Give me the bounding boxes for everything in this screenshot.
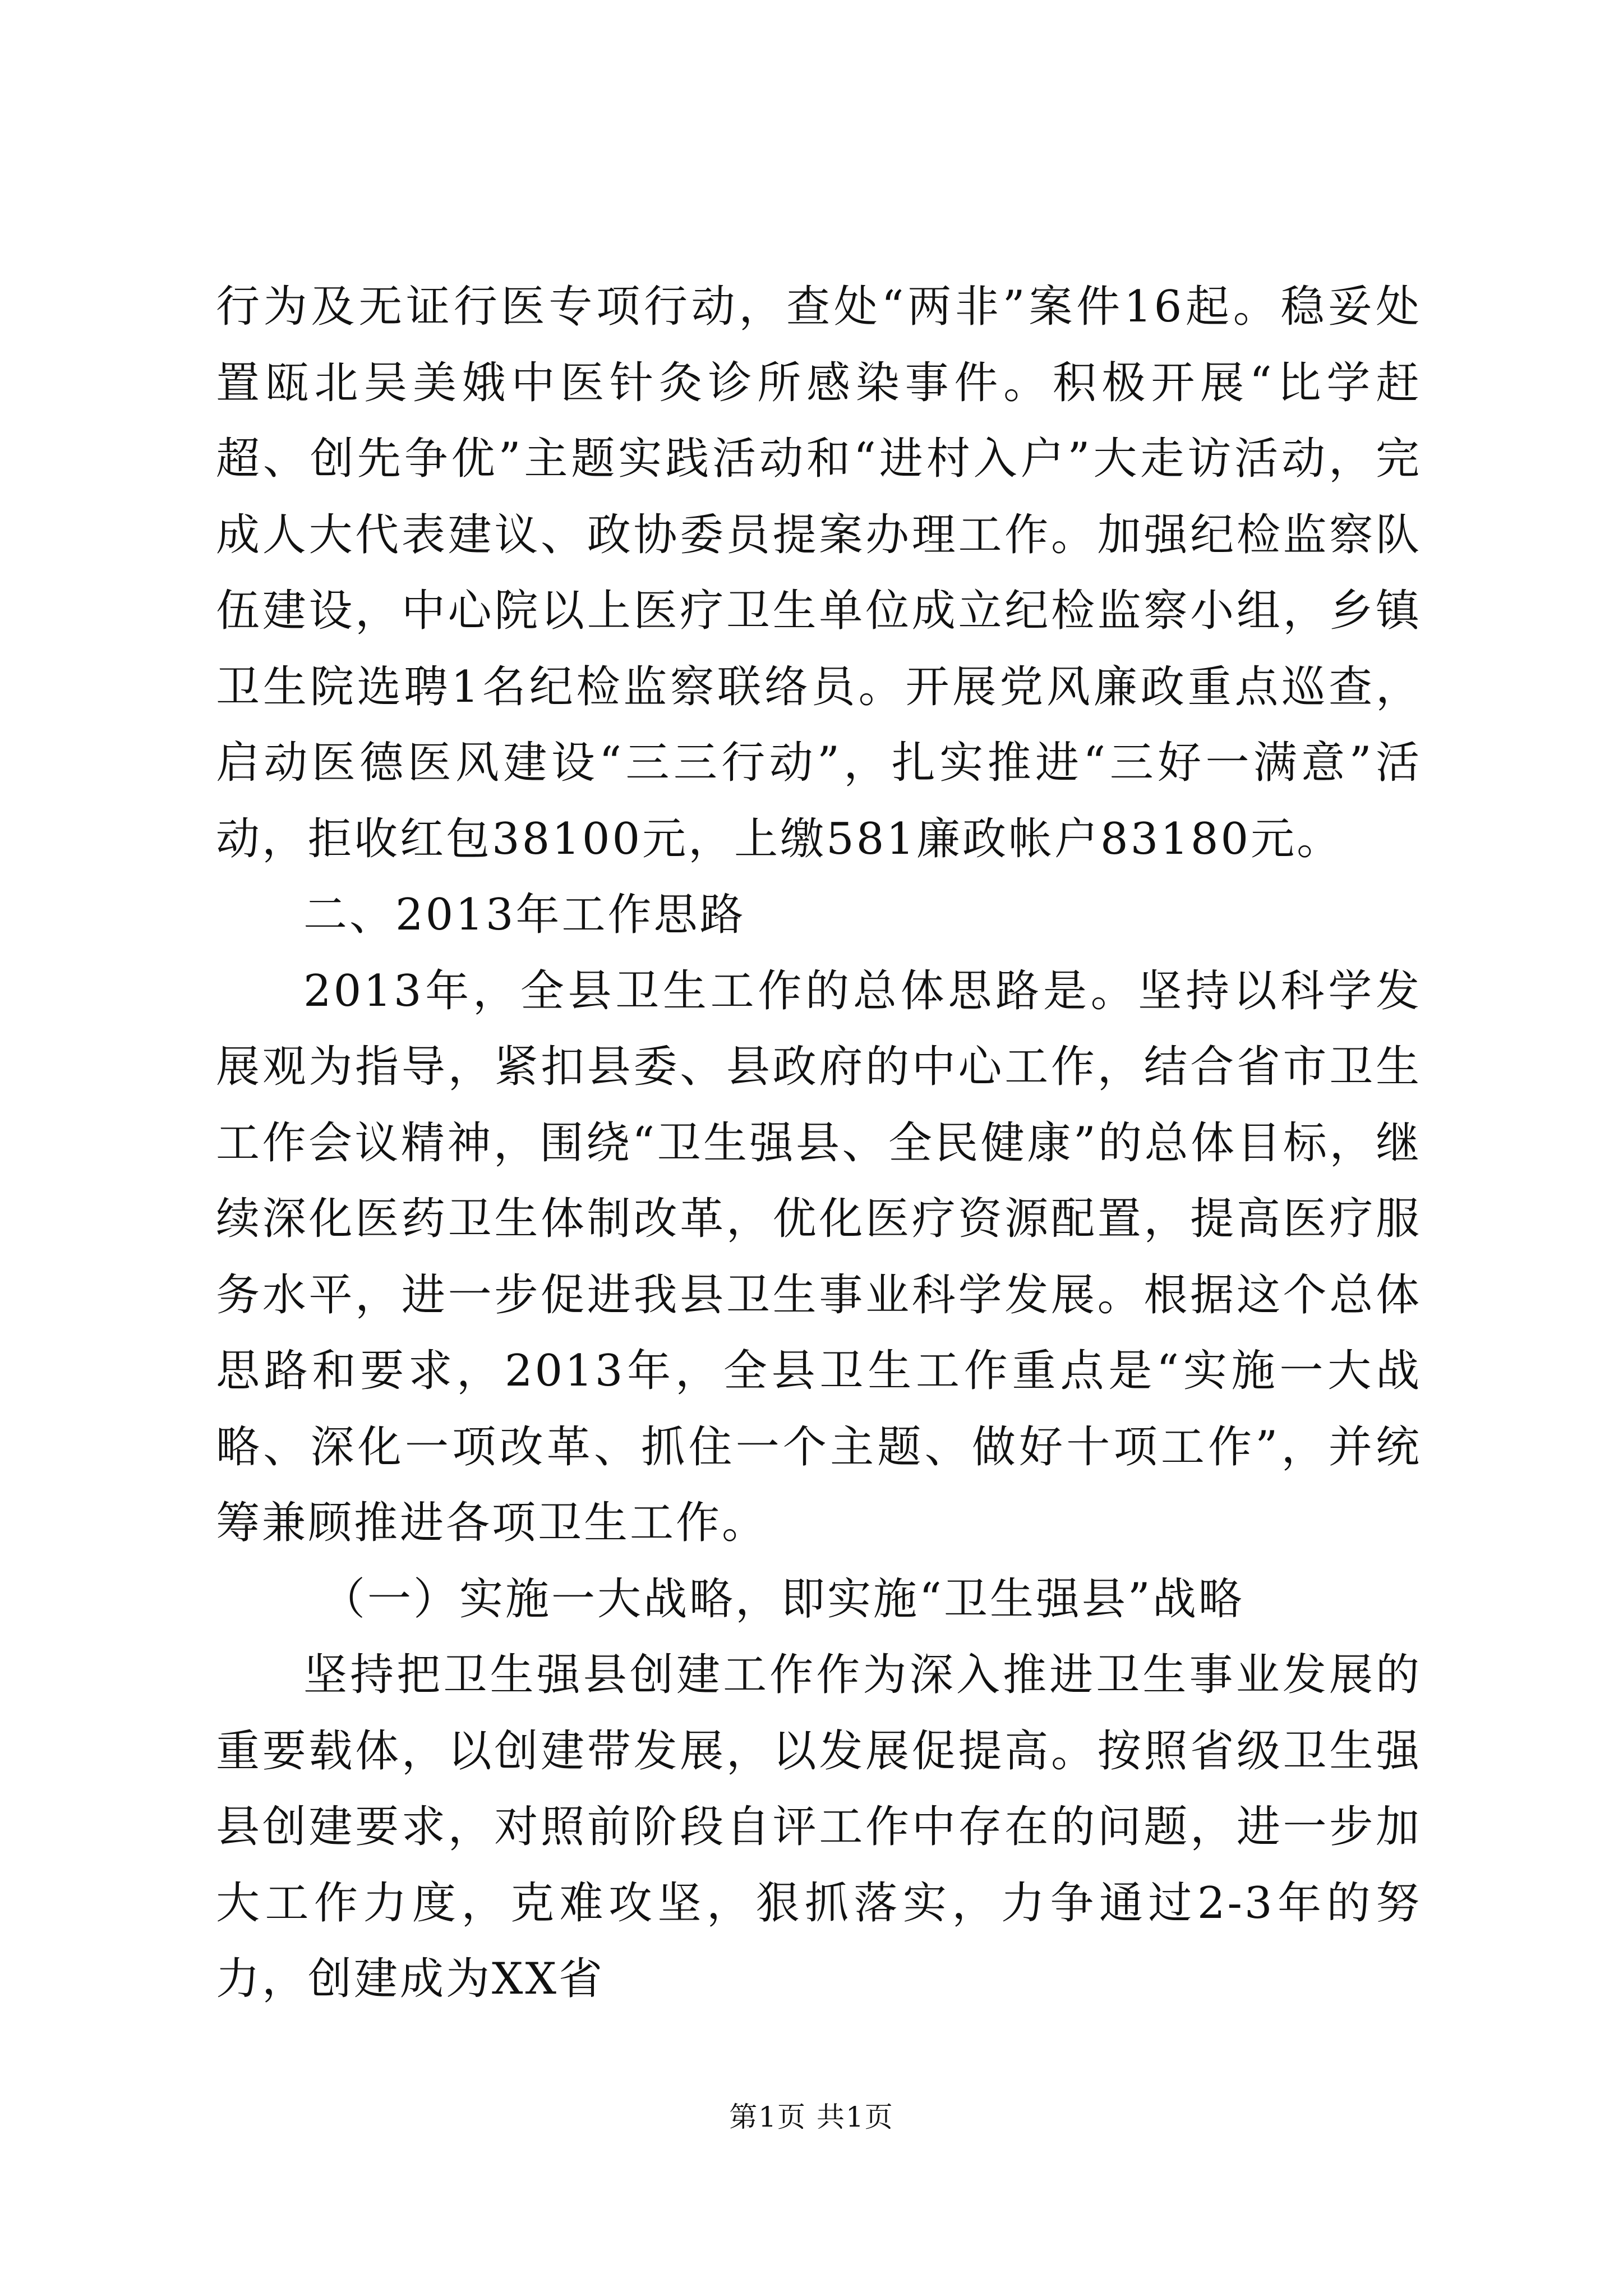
document-body	[216, 269, 1422, 2018]
paragraph-continuation: 行为及无证行医专项行动，查处“两非”案件16起。稳妥处置瓯北吴美娥中医针灸诊所感染事件。积极开展“比学赶超、创先争优”主题实践活动和“进村入户”大走访活动，完成人大代表建议、政协委员提案办理工作。加强纪检监察队伍建设，中心院以上医疗卫生单位成立纪检监察小组，乡镇卫生院选聘1名纪检监察联络员。开展党风廉政重点巡查，启动医德医风建设“三三行动”，扎实推进“三好一满意”活动，拒收红包38100元，上缴581廉政帐户83180元。	[216, 282, 1422, 864]
paragraph-strategy-details: 坚持把卫生强县创建工作作为深入推进卫生事业发展的重要载体，以创建带发展，以发展促提高。按照省级卫生强县创建要求，对照前阶段自评工作中存在的问题，进一步加大工作力度，克难攻坚，狠抓落实，力争通过2-3年的努力，创建成为XX省	[216, 1650, 1422, 2004]
paragraph-overall-approach: 2013年，全县卫生工作的总体思路是。坚持以科学发展观为指导，紧扣县委、县政府的中心工作，结合省市卫生工作会议精神，围绕“卫生强县、全民健康”的总体目标，继续深化医药卫生体制改革，优化医疗资源配置，提高医疗服务水平，进一步促进我县卫生事业科学发展。根据这个总体思路和要求，2013年，全县卫生工作重点是“实施一大战略、深化一项改革、抓住一个主题、做好十项工作”，并统筹兼顾推进各项卫生工作。	[216, 965, 1422, 1548]
section-heading-work-plan: 二、2013年工作思路	[303, 890, 746, 940]
subsection-heading-strategy: （一）实施一大战略，即实施“卫生强县”战略	[321, 1573, 1244, 1625]
page-footer: 第1页 共1页	[729, 2101, 894, 2133]
